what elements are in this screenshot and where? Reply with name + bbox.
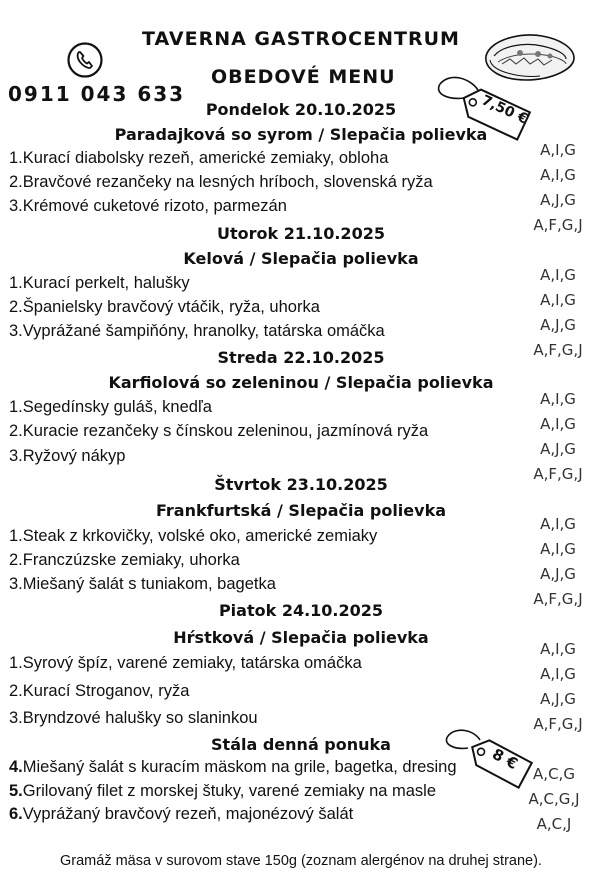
standing-item xyxy=(9,782,436,801)
menu-item: 3.Miešaný šalát s tuniakom, bagetka xyxy=(9,575,276,593)
soup-line: Karfiolová so zeleninou / Slepačia polievka xyxy=(108,373,494,392)
menu-subtitle: OBEDOVÉ MENU xyxy=(211,66,396,88)
allergen-code: A,F,G,J xyxy=(533,465,583,483)
menu-item: 2.Kurací Stroganov, ryža xyxy=(9,682,190,700)
standing-item-text: Grilovaný filet z morskej štuky, varené zemiaky na masle xyxy=(22,782,437,800)
standing-item-number: 6. xyxy=(9,805,23,823)
standing-item-number: 5. xyxy=(9,782,23,800)
allergen-code: A,C,J xyxy=(536,815,572,833)
day-heading: Piatok 24.10.2025 xyxy=(218,601,384,620)
allergen-code: A,J,G xyxy=(540,690,576,708)
menu-item: 1.Segedínsky guláš, knedľa xyxy=(9,398,212,416)
allergen-code: A,F,G,J xyxy=(533,590,583,608)
standing-item xyxy=(9,805,353,824)
allergen-code: A,I,G xyxy=(540,266,576,284)
menu-item: 1.Steak z krkovičky, volské oko, americké zemiaky xyxy=(9,527,378,545)
day-heading: Utorok 21.10.2025 xyxy=(217,224,385,243)
standing-item-text: Miešaný šalát s kuracím mäskom na grile, bagetka, dresing xyxy=(22,758,457,776)
allergen-code: A,I,G xyxy=(540,166,576,184)
restaurant-title: TAVERNA GASTROCENTRUM xyxy=(142,28,460,50)
allergen-code: A,C,G,J xyxy=(528,790,580,808)
allergen-code: A,I,G xyxy=(540,291,576,309)
standing-item-text: Vyprážaný bravčový rezeň, majonézový šalát xyxy=(22,805,354,823)
soup-line: Paradajková so syrom / Slepačia polievka xyxy=(114,125,488,144)
allergen-code: A,I,G xyxy=(540,515,576,533)
day-heading: Streda 22.10.2025 xyxy=(217,348,385,367)
menu-item: 3.Krémové cuketové rizoto, parmezán xyxy=(9,197,287,215)
menu-item: 1.Kurací perkelt, halušky xyxy=(9,274,190,292)
standing-offer-heading: Stála denná ponuka xyxy=(211,735,391,754)
price-tag-7-50-label: 7,50 € xyxy=(478,92,531,128)
price-tag-8-label: 8 € xyxy=(489,744,521,774)
allergen-code: A,J,G xyxy=(540,316,576,334)
allergen-code: A,I,G xyxy=(540,390,576,408)
menu-item: 1.Kurací diabolsky rezeň, americké zemiaky, obloha xyxy=(9,149,389,167)
menu-item: 3.Ryžový nákyp xyxy=(9,447,126,465)
soup-line: Hŕstková / Slepačia polievka xyxy=(173,628,429,647)
day-heading: Štvrtok 23.10.2025 xyxy=(214,475,388,494)
menu-item: 2.Kuracie rezančeky s čínskou zeleninou, jazmínová ryža xyxy=(9,422,429,440)
soup-line: Frankfurtská / Slepačia polievka xyxy=(155,501,447,520)
standing-item-number: 4. xyxy=(9,758,23,776)
allergen-code: A,J,G xyxy=(540,565,576,583)
menu-item: 2.Franczúzske zemiaky, uhorka xyxy=(9,551,240,569)
phone-icon xyxy=(66,41,104,79)
allergen-code: A,I,G xyxy=(540,540,576,558)
footer-note: Gramáž mäsa v surovom stave 150g (zoznam alergénov na druhej strane). xyxy=(60,853,542,869)
menu-item: 2.Španielsky bravčový vtáčik, ryža, uhorka xyxy=(9,298,320,316)
standing-item xyxy=(9,758,457,777)
menu-item: 1.Syrový špíz, varené zemiaky, tatárska omáčka xyxy=(9,654,362,672)
allergen-code: A,C,G xyxy=(533,765,575,783)
allergen-code: A,F,G,J xyxy=(533,341,583,359)
menu-item: 2.Bravčové rezančeky na lesných hríboch, slovenská ryža xyxy=(9,173,433,191)
day-heading: Pondelok 20.10.2025 xyxy=(205,100,397,119)
allergen-code: A,I,G xyxy=(540,640,576,658)
allergen-code: A,F,G,J xyxy=(533,715,583,733)
allergen-code: A,I,G xyxy=(540,665,576,683)
allergen-code: A,J,G xyxy=(540,191,576,209)
allergen-code: A,J,G xyxy=(540,440,576,458)
phone-number[interactable]: 0911 043 633 xyxy=(8,82,186,106)
soup-line: Kelová / Slepačia polievka xyxy=(183,249,419,268)
menu-item: 3.Vyprážané šampiňóny, hranolky, tatárska omáčka xyxy=(9,322,385,340)
menu-item: 3.Bryndzové halušky so slaninkou xyxy=(9,709,258,727)
allergen-code: A,F,G,J xyxy=(533,216,583,234)
allergen-code: A,I,G xyxy=(540,141,576,159)
allergen-code: A,I,G xyxy=(540,415,576,433)
